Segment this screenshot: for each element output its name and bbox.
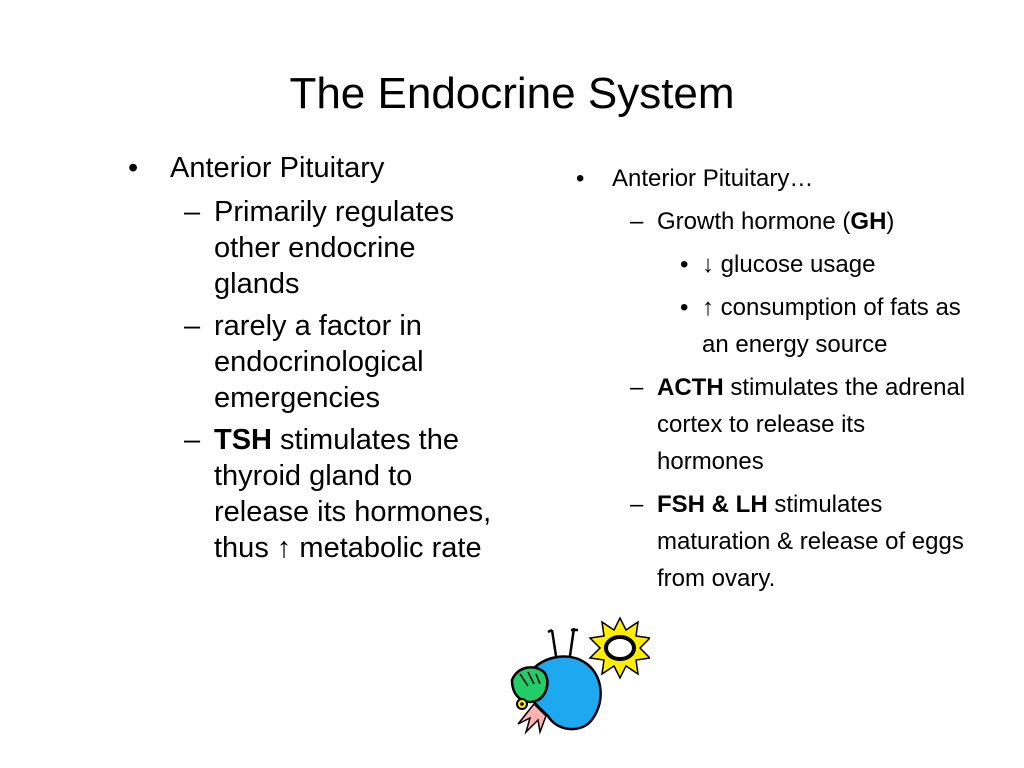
dash: – (630, 374, 644, 401)
gh-suffix: ) (886, 208, 895, 235)
dash: – (630, 208, 644, 235)
bullet: • (128, 152, 139, 184)
right-heading-item (576, 163, 968, 195)
left-item-3-tail: metabolic rate (291, 532, 482, 564)
dash: – (630, 491, 644, 518)
gh-effect-2 (576, 289, 968, 363)
fsh-label: FSH & LH (657, 491, 768, 518)
slide-title: The Endocrine System (289, 69, 735, 118)
fish-head-icon (512, 667, 547, 702)
down-arrow-icon: ↓ (702, 251, 714, 278)
bullet: • (576, 165, 585, 192)
fsh-item (576, 486, 968, 597)
left-column (128, 150, 508, 566)
tsh-label: TSH (214, 424, 272, 456)
dash: – (184, 196, 201, 228)
gh-label: GH (850, 208, 887, 235)
dash: – (184, 424, 201, 456)
bullet: • (680, 294, 689, 321)
left-item-3 (128, 422, 508, 566)
dash: – (184, 310, 201, 342)
left-item-2-text: rarely a factor in endocrinological emergencies (214, 310, 424, 414)
acth-item (576, 369, 968, 480)
left-item-1-text: Primarily regulates other endocrine glands (214, 196, 455, 300)
acth-text: stimulates the adrenal cortex to release its hormones (657, 374, 966, 475)
gh-effect-1 (576, 246, 968, 283)
fish-clipart (504, 612, 650, 736)
antenna-icon (548, 628, 578, 656)
sun-icon (590, 618, 650, 678)
gh-prefix: Growth hormone ( (657, 208, 851, 235)
right-column (576, 163, 968, 597)
acth-label: ACTH (657, 374, 724, 401)
right-heading: Anterior Pituitary… (612, 165, 814, 192)
left-item-3-text: stimulates the thyroid gland to release its hormones, thus (214, 424, 492, 564)
left-heading: Anterior Pituitary (170, 152, 385, 184)
gh-effect-1-text: glucose usage (714, 251, 876, 278)
bullet: • (680, 251, 689, 278)
up-arrow-icon: ↑ (702, 294, 714, 321)
gh-item (576, 203, 968, 240)
up-arrow-icon: ↑ (276, 532, 292, 564)
left-item-1 (128, 194, 508, 302)
gh-effect-2-text: consumption of fats as an energy source (702, 294, 961, 358)
left-item-2 (128, 308, 508, 416)
fsh-text: stimulates maturation & release of eggs from ovary. (657, 491, 964, 592)
left-heading-item (128, 150, 508, 186)
